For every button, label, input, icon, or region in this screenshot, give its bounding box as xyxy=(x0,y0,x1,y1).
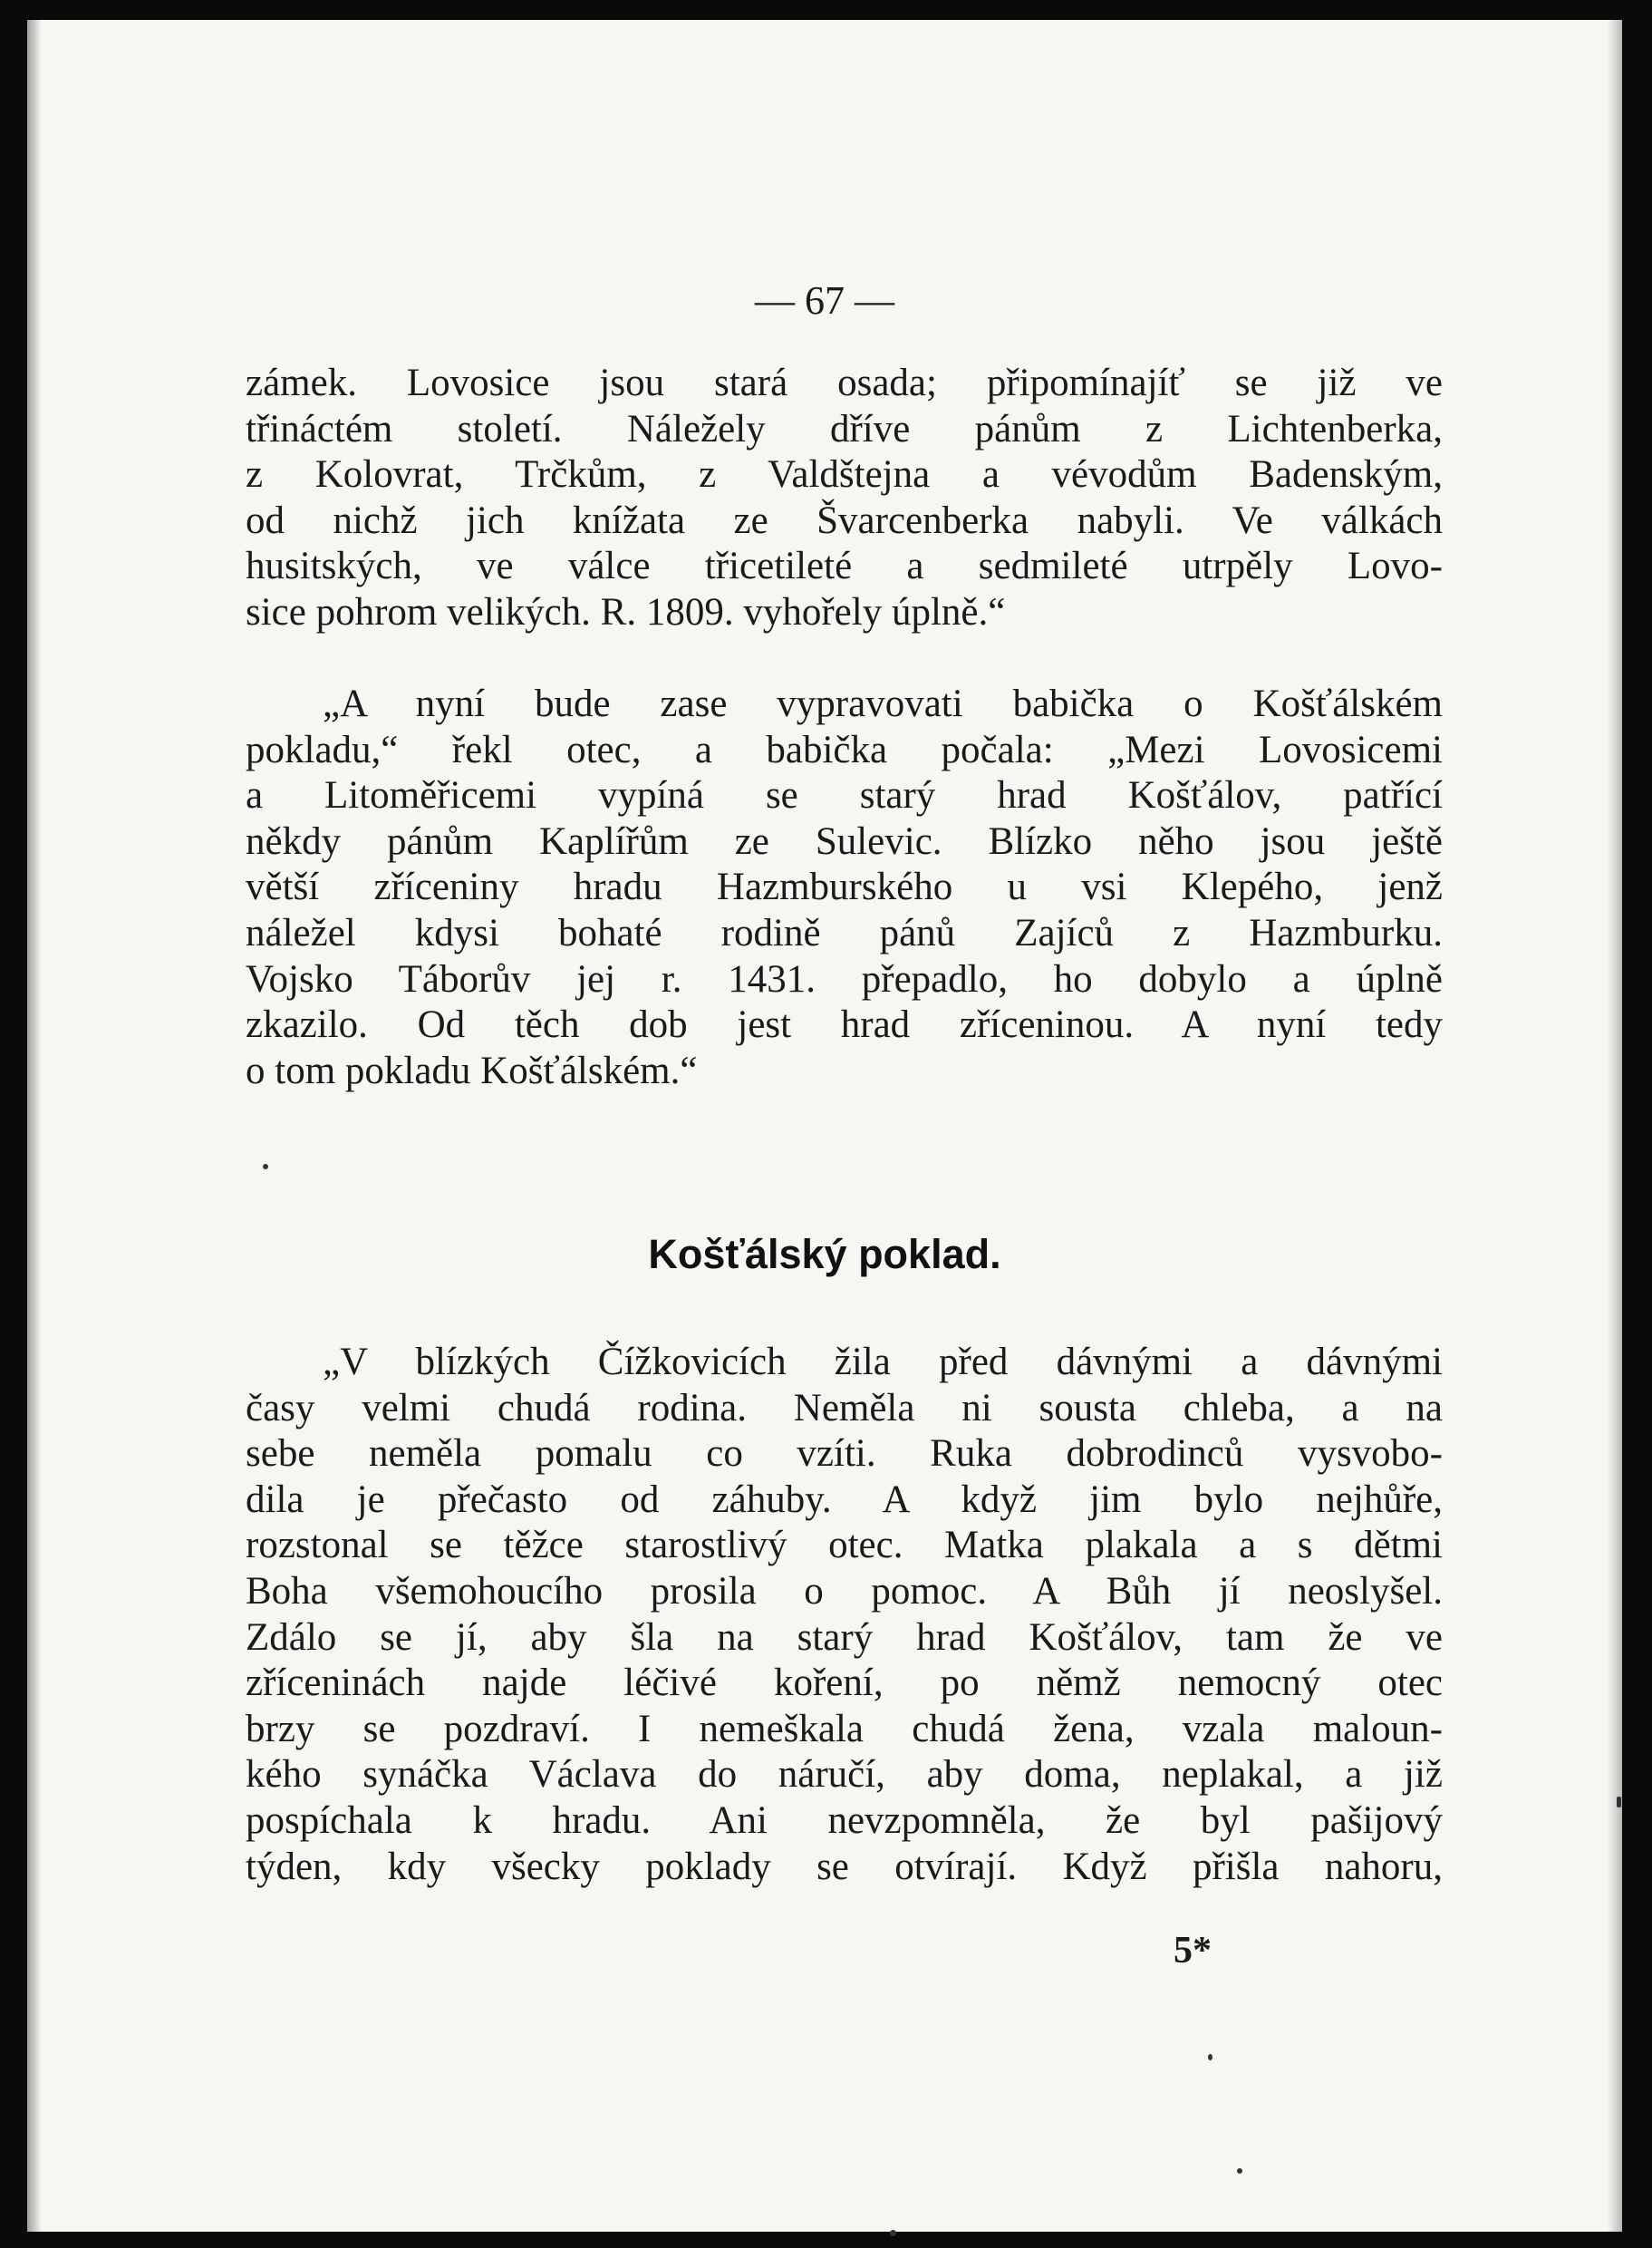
text-line: pospíchala k hradu. Ani nevzpomněla, že byl pašijový xyxy=(246,1798,1443,1842)
text-line: „V blízkých Čížkovicích žila před dávnými a dávnými xyxy=(323,1341,1443,1383)
text-line: Vojsko Táborův jej r. 1431. přepadlo, ho dobylo a úplně xyxy=(246,957,1443,1001)
text-line: někdy pánům Kaplířům ze Sulevic. Blízko něho jsou ještě xyxy=(246,819,1443,863)
text-line: kého synáčka Václava do náručí, aby doma, neplakal, a již xyxy=(246,1753,1443,1797)
page-left-edge xyxy=(27,20,42,2232)
text-line: husitských, ve válce třicetileté a sedmileté utrpěly Lovo- xyxy=(246,545,1443,588)
text-line: rozstonal se těžce starostlivý otec. Matka plakala a s dětmi xyxy=(246,1524,1443,1567)
text-line: dila je přečasto od záhuby. A když jim bylo nejhůře, xyxy=(246,1478,1443,1521)
text-line: od nichž jich knížata ze Švarcenberka nabyli. Ve válkách xyxy=(246,499,1443,542)
text-line: a Litoměřicemi vypíná se starý hrad Košťálov, patřící xyxy=(246,774,1443,818)
paragraph-story xyxy=(246,1340,1443,1890)
text-line: zámek. Lovosice jsou stará osada; připomínajíť se již ve xyxy=(246,362,1443,404)
paper-speck xyxy=(1617,1797,1621,1807)
paper-speck xyxy=(890,2230,896,2236)
paragraph-continuation xyxy=(246,361,1443,636)
section-heading: Košťálský poklad. xyxy=(648,1231,1001,1277)
page-number: — 67 — xyxy=(755,278,894,323)
text-line: časy velmi chudá rodina. Neměla ni sousta chleba, a na xyxy=(246,1386,1443,1429)
text-line: třináctém století. Náležely dříve pánům z Lichtenberka, xyxy=(246,407,1443,451)
text-line: zkazilo. Od těch dob jest hrad zříceninou. A nyní tedy xyxy=(246,1003,1443,1047)
paper-speck xyxy=(1237,2168,1242,2174)
text-line: náležel kdysi bohaté rodině pánů Zajíců z Hazmburku. xyxy=(246,911,1443,954)
text-line: zříceninách najde léčivé koření, po němž nemocný otec xyxy=(246,1662,1443,1705)
text-line: sebe neměla pomalu co vzíti. Ruka dobrodinců vysvobo- xyxy=(246,1432,1443,1476)
text-line: týden, kdy všecky poklady se otvírají. Když přišla nahoru, xyxy=(246,1845,1443,1888)
text-line: Boha všemohoucího prosila o pomoc. A Bůh jí neoslyšel. xyxy=(246,1569,1443,1613)
signature-mark: 5* xyxy=(1174,1930,1212,1972)
paper-speck xyxy=(1208,2054,1212,2060)
text-line: z Kolovrat, Trčkům, z Valdštejna a vévodům Badenským, xyxy=(246,453,1443,497)
paragraph-intro xyxy=(246,682,1443,1094)
text-line: „A nyní bude zase vypravovati babička o Košťálském xyxy=(323,683,1443,725)
text-line: o tom pokladu Košťálském.“ xyxy=(246,1049,698,1092)
text-line: sice pohrom velikých. R. 1809. vyhořely úplně.“ xyxy=(246,590,1006,634)
text-line: pokladu,“ řekl otec, a babička počala: „Mezi Lovosicemi xyxy=(246,728,1443,771)
page-right-edge xyxy=(1608,20,1622,2232)
text-line: brzy se pozdraví. I nemeškala chudá žena, vzala maloun- xyxy=(246,1707,1443,1750)
text-line: Zdálo se jí, aby šla na starý hrad Košťálov, tam že ve xyxy=(246,1615,1443,1659)
book-page xyxy=(27,20,1622,2232)
text-line: větší zříceniny hradu Hazmburského u vsi Klepého, jenž xyxy=(246,866,1443,909)
paper-speck xyxy=(263,1164,268,1169)
